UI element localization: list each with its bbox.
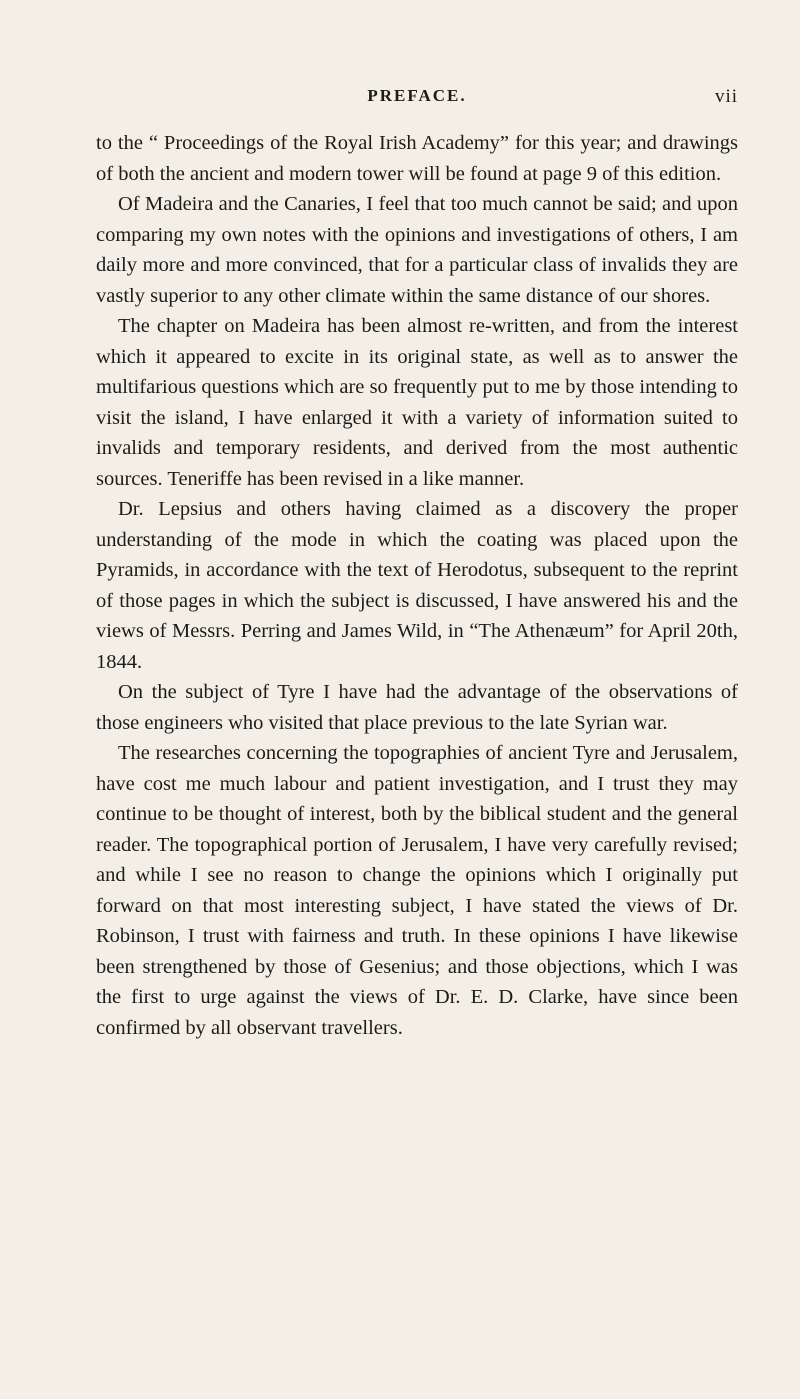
page-header	[96, 86, 738, 110]
running-head: PREFACE.	[367, 86, 467, 105]
paragraph-lepsius-pyramids: Dr. Lepsius and others having claimed as a discovery the proper understanding of the mode in which the coating was placed upon the Pyramids, in accordance with the text of Herodotus, subsequent to the reprint of those pages in which the subject is discussed, I have answered his and the views of Messrs. Perring and James Wild, in “The Athenæum” for April 20th, 1844.	[96, 498, 738, 673]
paragraph-tyre: On the subject of Tyre I have had the advantage of the observations of those engineers who visited that place previous to the late Syrian war.	[96, 681, 738, 734]
body-text	[96, 128, 738, 1043]
page-number: vii	[714, 86, 738, 107]
paragraph-proceedings: to the “ Proceedings of the Royal Irish Academy” for this year; and drawings of both the ancient and modern tower will be found at page 9 of this edition.	[96, 132, 738, 185]
paragraph-jerusalem: The researches concerning the topographies of ancient Tyre and Jerusalem, have cost me much labour and patient investigation, and I trust they may continue to be thought of interest, both by the biblical student and the general reader. The topographical portion of Jerusalem, I have very carefully revised; and while I see no reason to change the opinions which I originally put forward on that most interesting subject, I have stated the views of Dr. Robinson, I trust with fairness and truth. In these opinions I have likewise been strengthened by those of Gesenius; and those objections, which I was the first to urge against the views of Dr. E. D. Clarke, have since been confirmed by all observant travellers.	[96, 742, 738, 1039]
paragraph-madeira-chapter: The chapter on Madeira has been almost re-written, and from the interest which it appeared to excite in its original state, as well as to answer the multifarious questions which are so frequently put to me by those intending to visit the island, I have enlarged it with a variety of information suited to invalids and temporary residents, and derived from the most authentic sources. Teneriffe has been revised in a like manner.	[96, 315, 738, 490]
paragraph-madeira-canaries: Of Madeira and the Canaries, I feel that too much cannot be said; and upon comparing my own notes with the opinions and investigations of others, I am daily more and more convinced, that for a particular class of invalids they are vastly superior to any other climate within the same distance of our shores.	[96, 193, 738, 307]
